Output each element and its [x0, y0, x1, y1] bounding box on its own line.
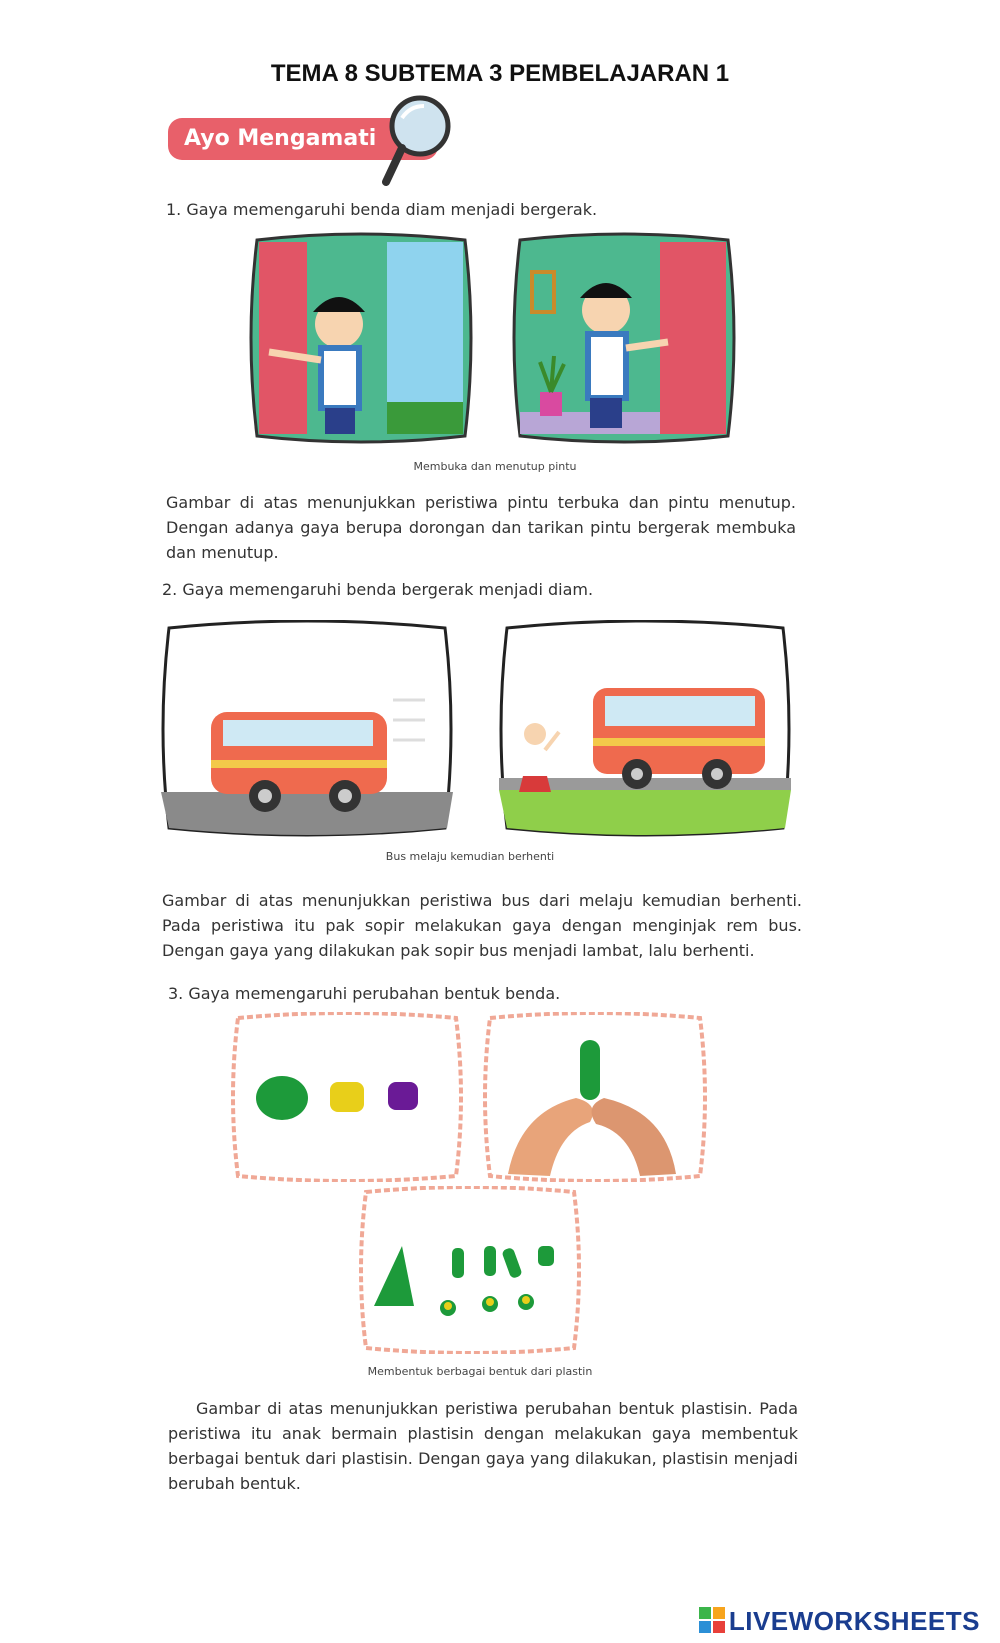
caption-1: Membuka dan menutup pintu	[413, 460, 577, 473]
page-title: TEMA 8 SUBTEMA 3 PEMBELAJARAN 1	[270, 60, 730, 87]
bus-moving-illustration	[157, 620, 457, 840]
hands-shaping-illustration	[480, 1012, 710, 1182]
magnifier-icon	[380, 92, 460, 192]
logo-icon	[699, 1607, 725, 1633]
logo-text: LIVEWORKSHEETS	[728, 1606, 980, 1636]
bus-stopped-illustration	[495, 620, 795, 840]
caption-3: Membentuk berbagai bentuk dari plastin	[367, 1365, 593, 1378]
plasticine-shapes-illustration	[356, 1186, 584, 1354]
item-1: 1. Gaya memengaruhi benda diam menjadi bergerak.	[166, 200, 598, 219]
plasticine-balls-illustration	[228, 1012, 466, 1182]
item-3: 3. Gaya memengaruhi perubahan bentuk benda.	[168, 984, 561, 1003]
door-close-illustration	[510, 232, 738, 444]
door-open-illustration	[247, 232, 475, 444]
liveworksheets-logo	[699, 1606, 980, 1637]
paragraph-3: Gambar di atas menunjukkan peristiwa perubahan bentuk plastisin. Pada peristiwa itu anak bermain plastisin dengan melakukan gaya membentuk berbagai bentuk dari plastisin. Dengan gaya yang dilakukan, plastisin menjadi berubah bentuk.	[168, 1399, 798, 1493]
item-2: 2. Gaya memengaruhi benda bergerak menjadi diam.	[162, 580, 594, 599]
caption-2: Bus melaju kemudian berhenti	[385, 850, 555, 863]
paragraph-2: Gambar di atas menunjukkan peristiwa bus dari melaju kemudian berhenti. Pada peristiwa itu pak sopir melakukan gaya dengan menginjak rem bus. Dengan gaya yang dilakukan pak sopir bus menjadi lambat, lalu berhenti.	[162, 891, 802, 960]
paragraph-1: Gambar di atas menunjukkan peristiwa pintu terbuka dan pintu menutup. Dengan adanya gaya berupa dorongan dan tarikan pintu bergerak membuka dan menutup.	[166, 493, 796, 562]
section-banner: Ayo Mengamati	[168, 118, 438, 160]
